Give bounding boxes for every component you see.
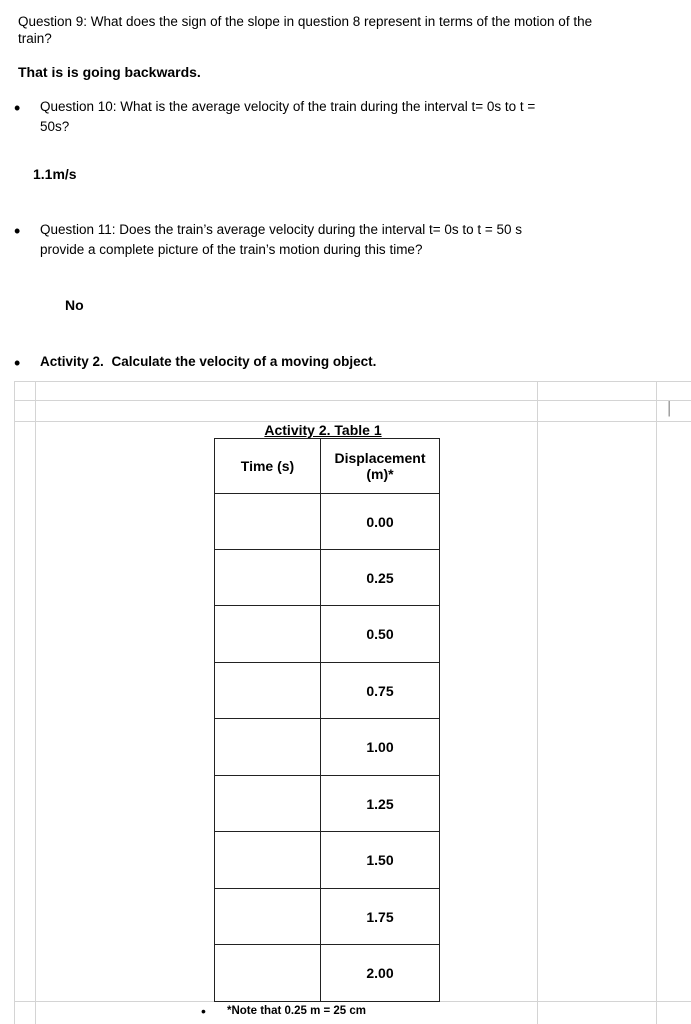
table-row xyxy=(215,945,440,1002)
bullet-icon: • xyxy=(14,353,21,373)
table-caption: Activity 2. Table 1 xyxy=(264,422,382,438)
question-11-answer[interactable]: No xyxy=(65,297,84,313)
table-row xyxy=(215,889,440,945)
column-header-displacement: Displacement (m)* xyxy=(321,439,440,494)
displacement-cell: 1.50 xyxy=(321,832,440,889)
table-row xyxy=(215,719,440,776)
question-9-text: Question 9: What does the sign of the slope in question 8 represent in terms of the motion of the train? xyxy=(18,14,593,46)
bullet-icon: • xyxy=(201,1003,206,1019)
time-cell[interactable] xyxy=(215,550,321,606)
table-row xyxy=(215,832,440,889)
time-cell[interactable] xyxy=(215,663,321,719)
activity-label: Activity 2. xyxy=(40,354,104,369)
grid-line xyxy=(537,381,538,1024)
displacement-cell: 1.25 xyxy=(321,776,440,832)
table-row xyxy=(215,776,440,832)
table-row xyxy=(215,550,440,606)
displacement-table xyxy=(214,438,440,1002)
activity-text: Calculate the velocity of a moving object. xyxy=(111,354,377,369)
bullet-icon: • xyxy=(14,221,21,241)
grid-line xyxy=(14,381,15,1024)
displacement-cell: 0.00 xyxy=(321,494,440,550)
grid-line xyxy=(14,381,691,382)
displacement-cell: 0.50 xyxy=(321,606,440,663)
time-cell[interactable] xyxy=(215,494,321,550)
question-10-answer[interactable]: 1.1m/s xyxy=(33,166,77,182)
time-cell[interactable] xyxy=(215,889,321,945)
displacement-cell: 0.75 xyxy=(321,663,440,719)
displacement-cell: 0.25 xyxy=(321,550,440,606)
bullet-icon: • xyxy=(14,98,21,118)
question-9-answer[interactable]: That is is going backwards. xyxy=(18,64,201,80)
table-row xyxy=(215,663,440,719)
time-cell[interactable] xyxy=(215,719,321,776)
displacement-cell: 1.00 xyxy=(321,719,440,776)
displacement-cell: 2.00 xyxy=(321,945,440,1002)
activity-heading xyxy=(40,352,376,372)
table-row xyxy=(215,606,440,663)
displacement-cell: 1.75 xyxy=(321,889,440,945)
text-cursor-icon: | xyxy=(667,398,672,417)
question-10-line2: 50s? xyxy=(40,119,70,134)
grid-line xyxy=(656,381,657,1024)
grid-line xyxy=(35,381,36,1024)
question-11-line2: provide a complete picture of the train’s motion during this time? xyxy=(40,242,423,257)
time-cell[interactable] xyxy=(215,945,321,1002)
table-footnote: *Note that 0.25 m = 25 cm xyxy=(227,1005,367,1017)
time-cell[interactable] xyxy=(215,606,321,663)
time-cell[interactable] xyxy=(215,776,321,832)
grid-line xyxy=(14,400,691,401)
column-header-time: Time (s) xyxy=(215,439,321,494)
time-cell[interactable] xyxy=(215,832,321,889)
table-header-row xyxy=(215,439,440,494)
question-10-line1: Question 10: What is the average velocity of the train during the interval t= 0s to t = xyxy=(40,99,536,114)
question-11-line1: Question 11: Does the train’s average velocity during the interval t= 0s to t = 50 s xyxy=(40,222,523,237)
table-row xyxy=(215,494,440,550)
